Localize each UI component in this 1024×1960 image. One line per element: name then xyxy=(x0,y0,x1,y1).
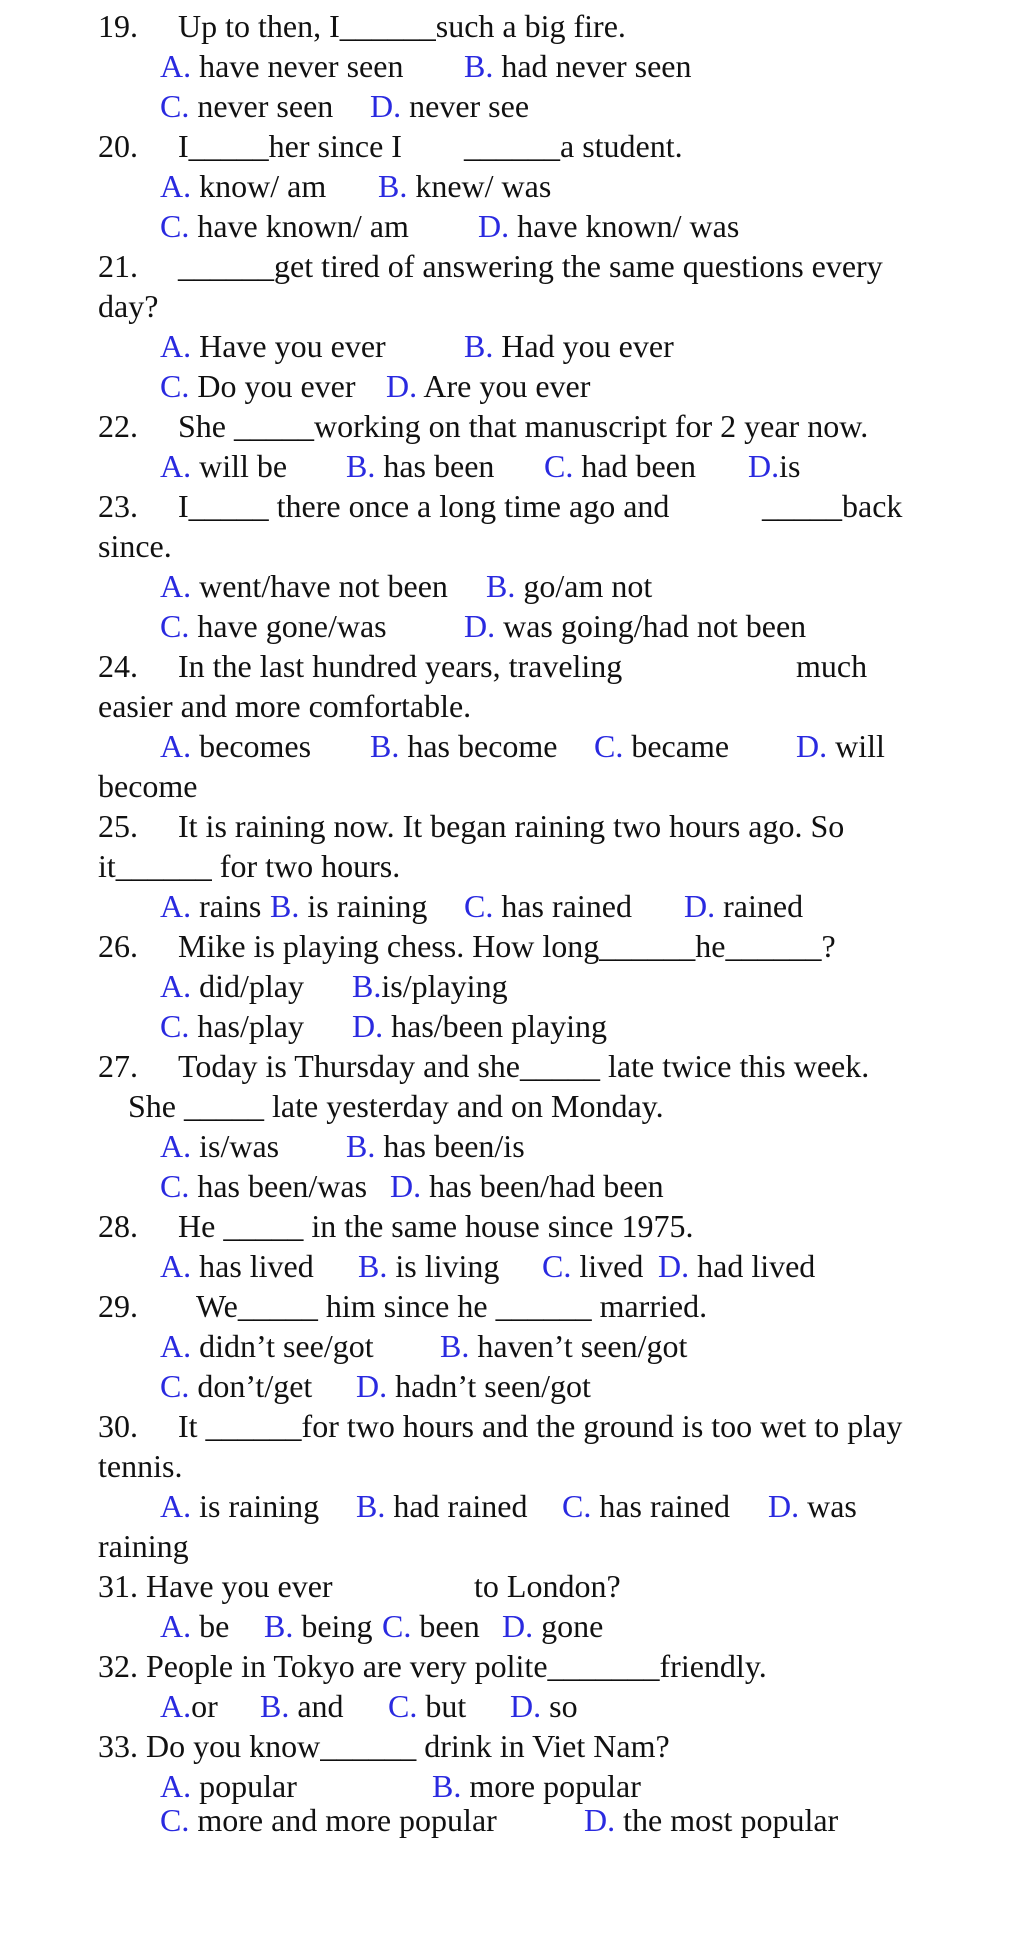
option-d[interactable]: D.is xyxy=(748,448,801,484)
options-row xyxy=(0,606,807,646)
question-line xyxy=(0,686,472,726)
options-row xyxy=(0,1486,857,1526)
option-c[interactable]: C. became xyxy=(594,728,730,764)
question-stem: He _____ in the same house since 1975. xyxy=(178,1208,694,1244)
question-line xyxy=(0,926,836,966)
question-number: 29. xyxy=(98,1288,138,1324)
option-c[interactable]: C. don’t/get xyxy=(160,1368,313,1404)
option-b[interactable]: B. haven’t seen/got xyxy=(440,1328,688,1364)
question-number: 22. xyxy=(98,408,138,444)
option-d[interactable]: D. never see xyxy=(370,88,530,124)
option-a[interactable]: A. popular xyxy=(160,1768,297,1804)
options-row xyxy=(0,1006,608,1046)
option-d-cont: raining xyxy=(98,1528,189,1564)
question-line xyxy=(0,1086,664,1126)
option-a[interactable]: A. went/have not been xyxy=(160,568,448,604)
question-stem-end: ______a student. xyxy=(464,128,683,164)
option-b[interactable]: B. has been xyxy=(346,448,495,484)
question-number: 26. xyxy=(98,928,138,964)
option-b[interactable]: B.is/playing xyxy=(352,968,508,1004)
options-row xyxy=(0,1126,525,1166)
options-row xyxy=(0,446,801,486)
option-b[interactable]: B. being xyxy=(264,1608,373,1644)
options-row xyxy=(0,206,740,246)
option-a[interactable]: A. will be xyxy=(160,448,288,484)
option-a[interactable]: A. be xyxy=(160,1608,230,1644)
question-stem-cont: tennis. xyxy=(98,1448,183,1484)
question-line xyxy=(0,6,626,46)
option-d[interactable]: D. so xyxy=(510,1688,578,1724)
options-row xyxy=(0,86,530,126)
option-a[interactable]: A. is/was xyxy=(160,1128,280,1164)
option-cont-line xyxy=(0,766,198,806)
question-stem-end: much xyxy=(796,648,868,684)
option-c[interactable]: C. have known/ am xyxy=(160,208,409,244)
option-d[interactable]: D. the most popular xyxy=(584,1802,839,1838)
question-line xyxy=(0,406,869,446)
option-a[interactable]: A. didn’t see/got xyxy=(160,1328,374,1364)
question-stem: In the last hundred years, traveling xyxy=(178,648,623,684)
question-stem: It is raining now. It began raining two hours ago. So xyxy=(178,808,845,844)
options-row xyxy=(0,1686,578,1726)
option-a[interactable]: A. has lived xyxy=(160,1248,314,1284)
question-line xyxy=(0,1566,621,1606)
options-row xyxy=(0,1166,664,1206)
option-b[interactable]: B. Had you ever xyxy=(464,328,674,364)
question-line xyxy=(0,526,172,566)
question-stem-cont: easier and more comfortable. xyxy=(98,688,472,724)
option-b[interactable]: B. is living xyxy=(358,1248,500,1284)
option-a[interactable]: A. is raining xyxy=(160,1488,320,1524)
options-row xyxy=(0,46,692,86)
question-stem: 32. People in Tokyo are very polite_______friendly. xyxy=(98,1648,767,1684)
question-stem: Up to then, I______such a big fire. xyxy=(178,8,626,44)
option-b[interactable]: B. has been/is xyxy=(346,1128,525,1164)
question-line xyxy=(0,1726,670,1766)
question-stem: ______get tired of answering the same questions every xyxy=(178,248,883,284)
option-d[interactable]: D. Are you ever xyxy=(386,368,591,404)
question-line xyxy=(0,1286,708,1326)
option-a[interactable]: A. Have you ever xyxy=(160,328,386,364)
option-d[interactable]: D. will xyxy=(796,728,885,764)
option-b[interactable]: B. more popular xyxy=(432,1768,641,1804)
options-row xyxy=(0,1246,816,1286)
question-line xyxy=(0,1406,903,1446)
question-stem-end: to London? xyxy=(474,1568,621,1604)
option-c[interactable]: C. Do you ever xyxy=(160,368,356,404)
options-row xyxy=(0,1800,839,1840)
option-a[interactable]: A. have never seen xyxy=(160,48,404,84)
question-number: 27. xyxy=(98,1048,138,1084)
option-b[interactable]: B. has become xyxy=(370,728,558,764)
options-row xyxy=(0,366,591,406)
question-stem: 31. Have you ever xyxy=(98,1568,333,1604)
question-line xyxy=(0,806,845,846)
question-line xyxy=(0,1446,183,1486)
question-stem-end: _____back xyxy=(762,488,903,524)
option-d[interactable]: D. has/been playing xyxy=(352,1008,608,1044)
question-line xyxy=(0,646,868,686)
option-d[interactable]: D. was going/had not been xyxy=(464,608,807,644)
options-row xyxy=(0,886,804,926)
option-d[interactable]: D. hadn’t seen/got xyxy=(356,1368,591,1404)
question-stem: I_____ there once a long time ago and xyxy=(178,488,670,524)
question-stem: It ______for two hours and the ground is too wet to play xyxy=(178,1408,903,1444)
option-b[interactable]: B. had never seen xyxy=(464,48,692,84)
option-b[interactable]: B. knew/ was xyxy=(378,168,552,204)
question-stem-cont: day? xyxy=(98,288,159,324)
option-d[interactable]: D. rained xyxy=(684,888,804,924)
option-c[interactable]: C. has rained xyxy=(464,888,632,924)
option-c[interactable]: C. have gone/was xyxy=(160,608,387,644)
question-stem-cont: She _____ late yesterday and on Monday. xyxy=(128,1088,664,1124)
question-stem-cont: it______ for two hours. xyxy=(98,848,401,884)
option-c[interactable]: C. never seen xyxy=(160,88,334,124)
question-line xyxy=(0,126,683,166)
question-stem-cont: since. xyxy=(98,528,172,564)
options-row xyxy=(0,1326,688,1366)
question-stem: Today is Thursday and she_____ late twice this week. xyxy=(178,1048,870,1084)
option-c[interactable]: C. been xyxy=(382,1608,480,1644)
question-line xyxy=(0,1206,694,1246)
option-c[interactable]: C. has rained xyxy=(562,1488,730,1524)
option-a[interactable]: A.or xyxy=(160,1688,218,1724)
option-b[interactable]: B. is raining xyxy=(270,888,428,924)
options-row xyxy=(0,726,885,766)
option-d[interactable]: D. have known/ was xyxy=(478,208,740,244)
option-a[interactable]: A. becomes xyxy=(160,728,312,764)
options-row xyxy=(0,1366,591,1406)
question-line xyxy=(0,246,883,286)
question-number: 25. xyxy=(98,808,138,844)
option-d[interactable]: D. had lived xyxy=(658,1248,816,1284)
question-number: 23. xyxy=(98,488,138,524)
option-a[interactable]: A. know/ am xyxy=(160,168,327,204)
options-row xyxy=(0,966,508,1006)
option-c[interactable]: C. has/play xyxy=(160,1008,304,1044)
question-line xyxy=(0,1046,870,1086)
option-b[interactable]: B. go/am not xyxy=(486,568,653,604)
option-a[interactable]: A. did/play xyxy=(160,968,304,1004)
question-stem: Mike is playing chess. How long______he______? xyxy=(178,928,836,964)
option-cont-line xyxy=(0,1526,189,1566)
question-stem: We_____ him since he ______ married. xyxy=(196,1288,708,1324)
option-c[interactable]: C. but xyxy=(388,1688,467,1724)
option-d[interactable]: D. gone xyxy=(502,1608,604,1644)
question-line xyxy=(0,1646,767,1686)
option-c[interactable]: C. had been xyxy=(544,448,696,484)
option-d[interactable]: D. was xyxy=(768,1488,857,1524)
option-c[interactable]: C. has been/was xyxy=(160,1168,368,1204)
options-row xyxy=(0,566,653,606)
question-line xyxy=(0,846,401,886)
options-row xyxy=(0,1606,604,1646)
question-number: 21. xyxy=(98,248,138,284)
question-number: 20. xyxy=(98,128,138,164)
question-number: 24. xyxy=(98,648,138,684)
option-a[interactable]: A. rains xyxy=(160,888,262,924)
question-number: 28. xyxy=(98,1208,138,1244)
question-stem: 33. Do you know______ drink in Viet Nam? xyxy=(98,1728,670,1764)
option-c[interactable]: C. lived xyxy=(542,1248,644,1284)
option-b[interactable]: B. and xyxy=(260,1688,344,1724)
options-row xyxy=(0,166,552,206)
question-line xyxy=(0,286,159,326)
question-number: 19. xyxy=(98,8,138,44)
option-d-cont: become xyxy=(98,768,198,804)
option-c[interactable]: C. more and more popular xyxy=(160,1802,497,1838)
question-number: 30. xyxy=(98,1408,138,1444)
option-b[interactable]: B. had rained xyxy=(356,1488,528,1524)
question-line xyxy=(0,486,903,526)
question-stem: She _____working on that manuscript for 2 year now. xyxy=(178,408,869,444)
option-d[interactable]: D. has been/had been xyxy=(390,1168,664,1204)
options-row xyxy=(0,326,674,366)
question-stem: I_____her since I xyxy=(178,128,402,164)
